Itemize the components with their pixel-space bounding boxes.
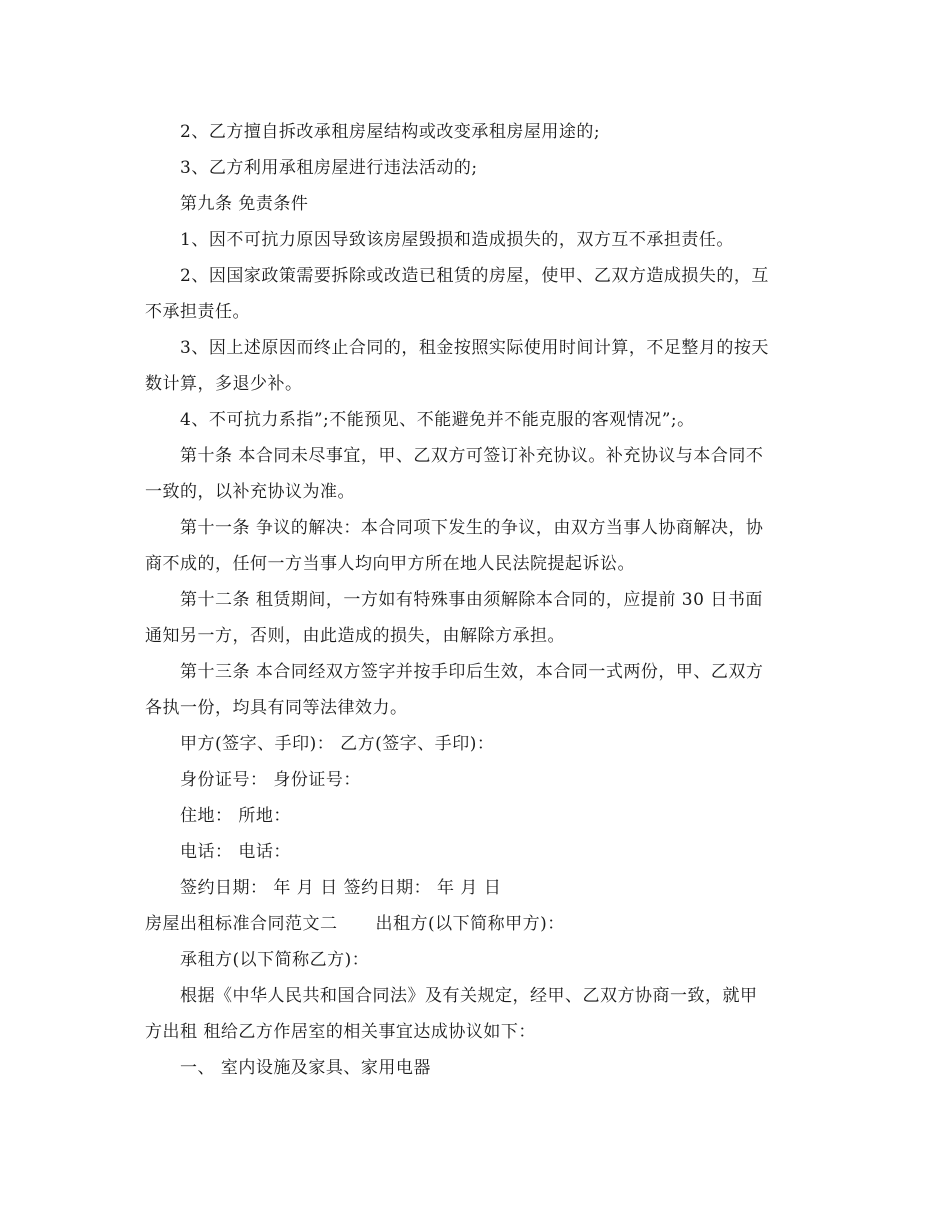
text-line: 4、不可抗力系指”;不能预见、不能避免并不能克服的客观情况”;。: [180, 410, 695, 430]
text-line: 各执一份，均具有同等法律效力。: [145, 698, 408, 718]
text-line: 通知另一方，否则，由此造成的损失，由解除方承担。: [145, 626, 565, 646]
text-line: 3、因上述原因而终止合同的，租金按照实际使用时间计算，不足整月的按天: [180, 338, 769, 358]
address-line: 住地： 所地：: [180, 806, 291, 826]
signature-line: 甲方(签字、手印)： 乙方(签字、手印)：: [180, 734, 495, 754]
text-line: 方出租 租给乙方作居室的相关事宜达成协议如下：: [145, 1022, 536, 1042]
text-line: 商不成的，任何一方当事人均向甲方所在地人民法院提起诉讼。: [145, 554, 635, 574]
text-line: 1、因不可抗力原因导致该房屋毁损和造成损失的，双方互不承担责任。: [180, 230, 734, 250]
lessor-label: 出租方(以下简称甲方)：: [375, 914, 565, 934]
signing-date-line: 签约日期： 年 月 日 签约日期： 年 月 日: [180, 878, 502, 898]
phone-line: 电话： 电话：: [180, 842, 291, 862]
text-line: 一致的，以补充协议为准。: [145, 482, 355, 502]
text-line: 2、乙方擅自拆改承租房屋结构或改变承租房屋用途的;: [180, 122, 601, 142]
text-line: 第十条 本合同未尽事宜，甲、乙双方可签订补充协议。补充协议与本合同不: [180, 446, 764, 466]
text-line: 数计算，多退少补。: [145, 374, 303, 394]
text-line: 2、因国家政策需要拆除或改造已租赁的房屋，使甲、乙双方造成损失的，互: [180, 266, 769, 286]
section-heading: 一、 室内设施及家具、家用电器: [180, 1058, 431, 1078]
text-line: 第十一条 争议的解决：本合同项下发生的争议，由双方当事人协商解决，协: [180, 518, 764, 538]
text-line: 不承担责任。: [145, 302, 250, 322]
contract-title-line: [145, 913, 565, 935]
contract-title: 房屋出租标准合同范文二: [145, 914, 338, 934]
lessee-label: 承租方(以下简称乙方)：: [180, 950, 370, 970]
text-line: 第十二条 租赁期间，一方如有特殊事由须解除本合同的，应提前 30 日书面: [180, 590, 763, 610]
text-line: 根据《中华人民共和国合同法》及有关规定，经甲、乙双方协商一致，就甲: [180, 986, 758, 1006]
id-number-line: 身份证号： 身份证号：: [180, 770, 361, 790]
section-heading: 第九条 免责条件: [180, 194, 309, 214]
text-line: 3、乙方利用承租房屋进行违法活动的;: [180, 158, 478, 178]
text-line: 第十三条 本合同经双方签字并按手印后生效，本合同一式两份，甲、乙双方: [180, 662, 764, 682]
